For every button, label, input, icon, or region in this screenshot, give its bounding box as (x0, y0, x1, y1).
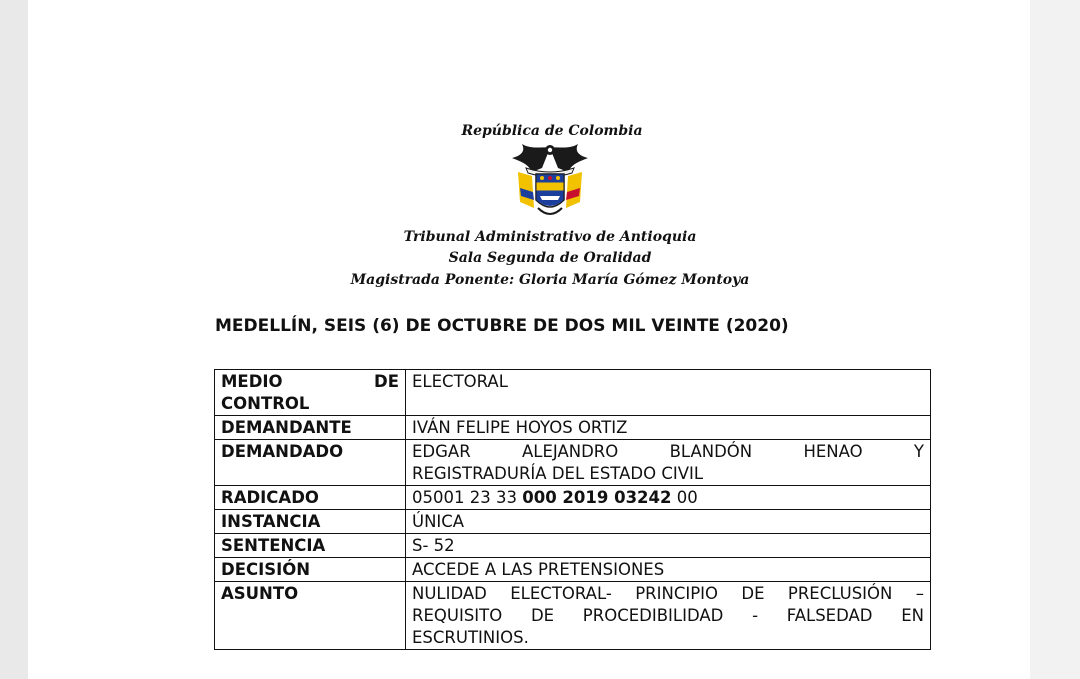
case-info-table (214, 369, 931, 650)
sala-heading: Sala Segunda de Oralidad (448, 250, 652, 266)
demandado-label: DEMANDADO (215, 440, 406, 486)
table-row (215, 534, 931, 558)
decision-label: DECISIÓN (215, 558, 406, 582)
asunto-value-1: NULIDAD ELECTORAL- PRINCIPIO DE PRECLUSIÓN – (412, 584, 924, 603)
radicado-number: 000 2019 03242 (522, 488, 672, 507)
asunto-label: ASUNTO (215, 582, 406, 650)
medio-label-2: DE (374, 372, 399, 391)
radicado-label: RADICADO (215, 486, 406, 510)
magistrada-heading: Magistrada Ponente: Gloria María Gómez Montoya (350, 272, 750, 288)
table-row (215, 370, 931, 416)
demandante-value: IVÁN FELIPE HOYOS ORTIZ (406, 416, 931, 440)
tribunal-heading: Tribunal Administrativo de Antioquia (403, 229, 697, 245)
radicado-suffix: 00 (676, 488, 698, 507)
medio-label-1: MEDIO (221, 372, 283, 391)
demandado-value-1: EDGAR ALEJANDRO BLANDÓN HENAO Y (412, 442, 924, 461)
medio-label-3: CONTROL (221, 394, 310, 413)
asunto-value-cell (406, 582, 931, 650)
radicado-prefix: 05001 23 33 (412, 488, 517, 507)
medio-label-cell (215, 370, 406, 416)
table-row (215, 558, 931, 582)
radicado-value-cell (406, 486, 931, 510)
instancia-label: INSTANCIA (215, 510, 406, 534)
asunto-value-2: REQUISITO DE PROCEDIBILIDAD - FALSEDAD EN (412, 606, 924, 625)
table-row (215, 510, 931, 534)
demandado-value-cell (406, 440, 931, 486)
decision-value: ACCEDE A LAS PRETENSIONES (406, 558, 931, 582)
colombia-coat-of-arms-icon (508, 142, 592, 222)
table-row (215, 416, 931, 440)
medio-value: ELECTORAL (406, 370, 931, 416)
sentencia-value: S- 52 (406, 534, 931, 558)
date-line: MEDELLÍN, SEIS (6) DE OCTUBRE DE DOS MIL VEINTE (2020) (215, 316, 789, 336)
table-row (215, 440, 931, 486)
demandado-value-2: REGISTRADURÍA DEL ESTADO CIVIL (412, 464, 704, 483)
sentencia-label: SENTENCIA (215, 534, 406, 558)
demandante-label: DEMANDANTE (215, 416, 406, 440)
table-row (215, 582, 931, 650)
asunto-value-3: ESCRUTINIOS. (412, 628, 529, 647)
viewer-gutter (1030, 0, 1080, 679)
instancia-value: ÚNICA (406, 510, 931, 534)
table-row (215, 486, 931, 510)
country-heading: República de Colombia (461, 123, 643, 139)
